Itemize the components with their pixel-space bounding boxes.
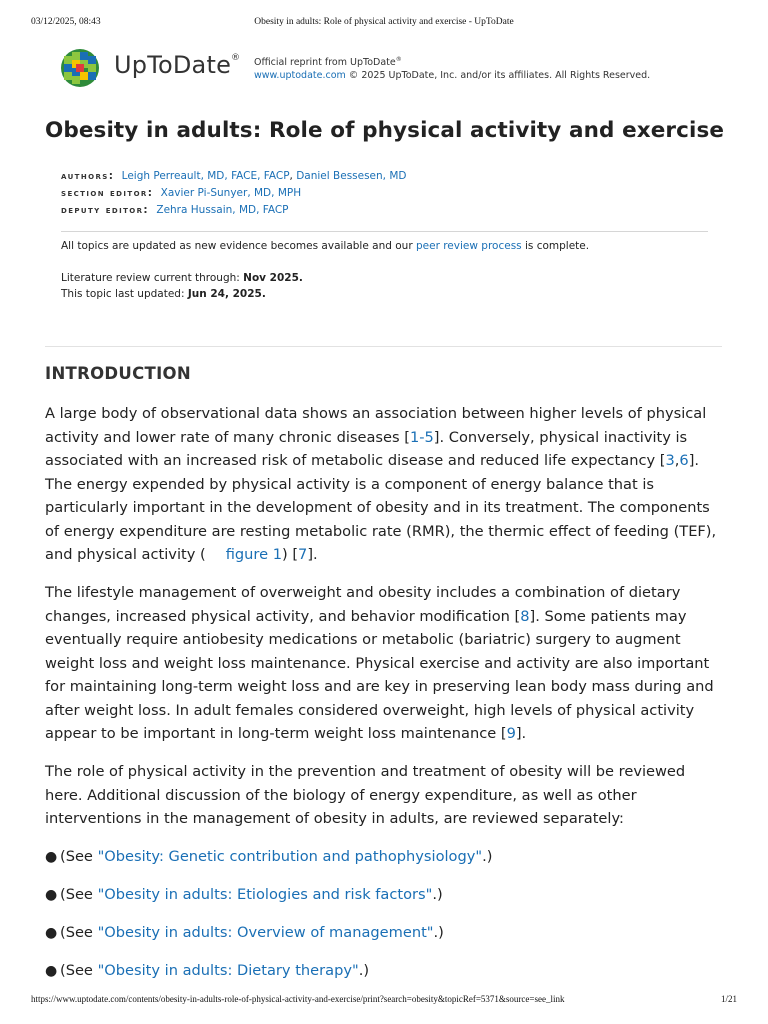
section-divider <box>45 346 722 347</box>
ref-link-7[interactable]: 7 <box>298 546 308 563</box>
print-url: https://www.uptodate.com/contents/obesity-in-adults-role-of-physical-activity-and-exercise/print?search=obesity&topicRef=5371&source=see_link <box>31 994 565 1004</box>
bullet-icon: ● <box>45 887 58 903</box>
p1-text-3: ]. The energy expended by physical activity is a component of energy balance that is particularly important in the development of obesity and in its treatment. The components of energy expenditure are resting metabolic rate (RMR), the thermic effect of feeding (TEF), and physical activity ( <box>45 452 717 563</box>
list-item <box>45 959 492 997</box>
authors-label: authors: <box>61 170 115 182</box>
p2-text-2: ]. Some patients may eventually require antiobesity medications or metabolic (bariatric) surgery to augment weight loss and weight loss maintenance. Physical exercise and activity are also important for maintaining long-term weight loss and are key in preserving lean body mass during and after weight loss. In adult females considered overweight, high levels of physical activity appear to be important in long-term weight loss maintenance [ <box>45 607 714 742</box>
see-item-post: .) <box>433 924 444 941</box>
see-also-list <box>45 845 492 997</box>
print-footer <box>0 994 768 1008</box>
reprint-text: Official reprint from UpToDate <box>254 57 396 69</box>
lit-review-row <box>61 270 303 286</box>
author-link-perreault[interactable]: Leigh Perreault, MD, FACE, FACP <box>121 170 290 182</box>
bullet-icon: ● <box>45 849 58 865</box>
p1-comma: , <box>674 452 680 469</box>
reprint-notice <box>254 53 650 82</box>
lit-review-date: Nov 2025. <box>243 272 303 284</box>
authors-row <box>61 168 407 185</box>
meta-divider <box>61 231 708 232</box>
see-item-pre: (See <box>60 924 98 941</box>
ref-link-8[interactable]: 8 <box>520 607 530 625</box>
uptodate-site-link[interactable]: www.uptodate.com <box>254 70 346 82</box>
copyright-text: © 2025 UpToDate, Inc. and/or its affiliates. All Rights Reserved. <box>345 70 651 82</box>
intro-paragraph-1 <box>45 402 725 567</box>
bullet-icon: ● <box>45 925 58 941</box>
see-item-post: .) <box>482 848 493 865</box>
see-item-pre: (See <box>60 848 98 865</box>
lit-review-label: Literature review current through: <box>61 272 244 284</box>
deputy-editor-link[interactable]: Zehra Hussain, MD, FACP <box>156 204 289 216</box>
list-item <box>45 921 492 959</box>
author-separator: , <box>289 170 297 182</box>
review-dates <box>61 270 303 302</box>
print-datetime: 03/12/2025, 08:43 <box>31 17 101 27</box>
last-updated-label: This topic last updated: <box>61 288 188 300</box>
brand-name-text: UpToDate <box>114 51 232 79</box>
brand-wordmark <box>114 51 240 79</box>
p2-text-3: ]. <box>515 725 527 742</box>
introduction-heading: INTRODUCTION <box>45 364 191 383</box>
section-editor-label: section editor: <box>61 187 154 199</box>
print-header <box>0 17 768 31</box>
topic-link-genetic-contribution[interactable]: "Obesity: Genetic contribution and pathophysiology" <box>97 848 483 865</box>
p2-text-1: The lifestyle management of overweight and obesity includes a combination of dietary changes, increased physical activity, and behavior modification [ <box>45 584 681 625</box>
section-editor-row <box>61 185 407 202</box>
ref-link-9[interactable]: 9 <box>506 725 516 742</box>
last-updated-date: Jun 24, 2025. <box>187 288 266 300</box>
deputy-editor-label: deputy editor: <box>61 204 150 216</box>
see-item-post: .) <box>358 962 370 979</box>
brand-reg-mark: ® <box>231 53 241 63</box>
notice-text-post: is complete. <box>521 240 590 252</box>
print-doc-title: Obesity in adults: Role of physical activity and exercise - UpToDate <box>254 17 514 27</box>
deputy-editor-row <box>61 202 407 219</box>
list-item <box>45 845 492 883</box>
article-meta <box>61 168 407 219</box>
topic-link-etiologies[interactable]: "Obesity in adults: Etiologies and risk factors" <box>97 886 433 903</box>
page-number: 1/21 <box>720 994 737 1004</box>
ref-link-1-5[interactable]: 1-5 <box>409 428 434 446</box>
p1-text-4: ) [ <box>282 546 299 563</box>
peer-review-link[interactable]: peer review process <box>415 240 522 252</box>
last-updated-row <box>61 286 303 302</box>
section-editor-link[interactable]: Xavier Pi-Sunyer, MD, MPH <box>160 187 302 199</box>
topic-link-overview-management[interactable]: "Obesity in adults: Overview of management" <box>97 924 434 941</box>
see-item-pre: (See <box>60 962 98 979</box>
bullet-icon: ● <box>45 963 58 979</box>
ref-link-6[interactable]: 6 <box>679 452 689 469</box>
brand-header <box>60 48 760 90</box>
intro-paragraph-2 <box>45 581 725 746</box>
review-notice <box>61 240 589 252</box>
reprint-sup: ® <box>395 56 402 63</box>
p1-text-1: A large body of observational data shows an association between higher levels of physical activity and lower rate of many chronic diseases [ <box>45 405 707 446</box>
article-title: Obesity in adults: Role of physical activity and exercise <box>45 118 725 143</box>
ref-link-3[interactable]: 3 <box>665 452 675 469</box>
uptodate-logo-icon <box>60 48 100 88</box>
topic-link-dietary-therapy[interactable]: "Obesity in adults: Dietary therapy" <box>97 962 359 979</box>
see-item-post: .) <box>432 886 443 903</box>
p1-text-5: ]. <box>307 546 318 563</box>
list-item <box>45 883 492 921</box>
p1-text-2: ]. Conversely, physical inactivity is associated with an increased risk of metabolic disease and reduced life expectancy [ <box>45 428 688 469</box>
intro-paragraph-3: The role of physical activity in the prevention and treatment of obesity will be reviewed here. Additional discussion of the biology of energy expenditure, as well as other interventions in the management of obesity in adults, are reviewed separately: <box>45 763 686 827</box>
author-link-bessesen[interactable]: Daniel Bessesen, MD <box>296 170 407 182</box>
figure-1-link[interactable]: figure 1 <box>225 546 282 563</box>
see-item-pre: (See <box>60 886 98 903</box>
notice-text-pre: All topics are updated as new evidence becomes available and our <box>61 240 416 252</box>
